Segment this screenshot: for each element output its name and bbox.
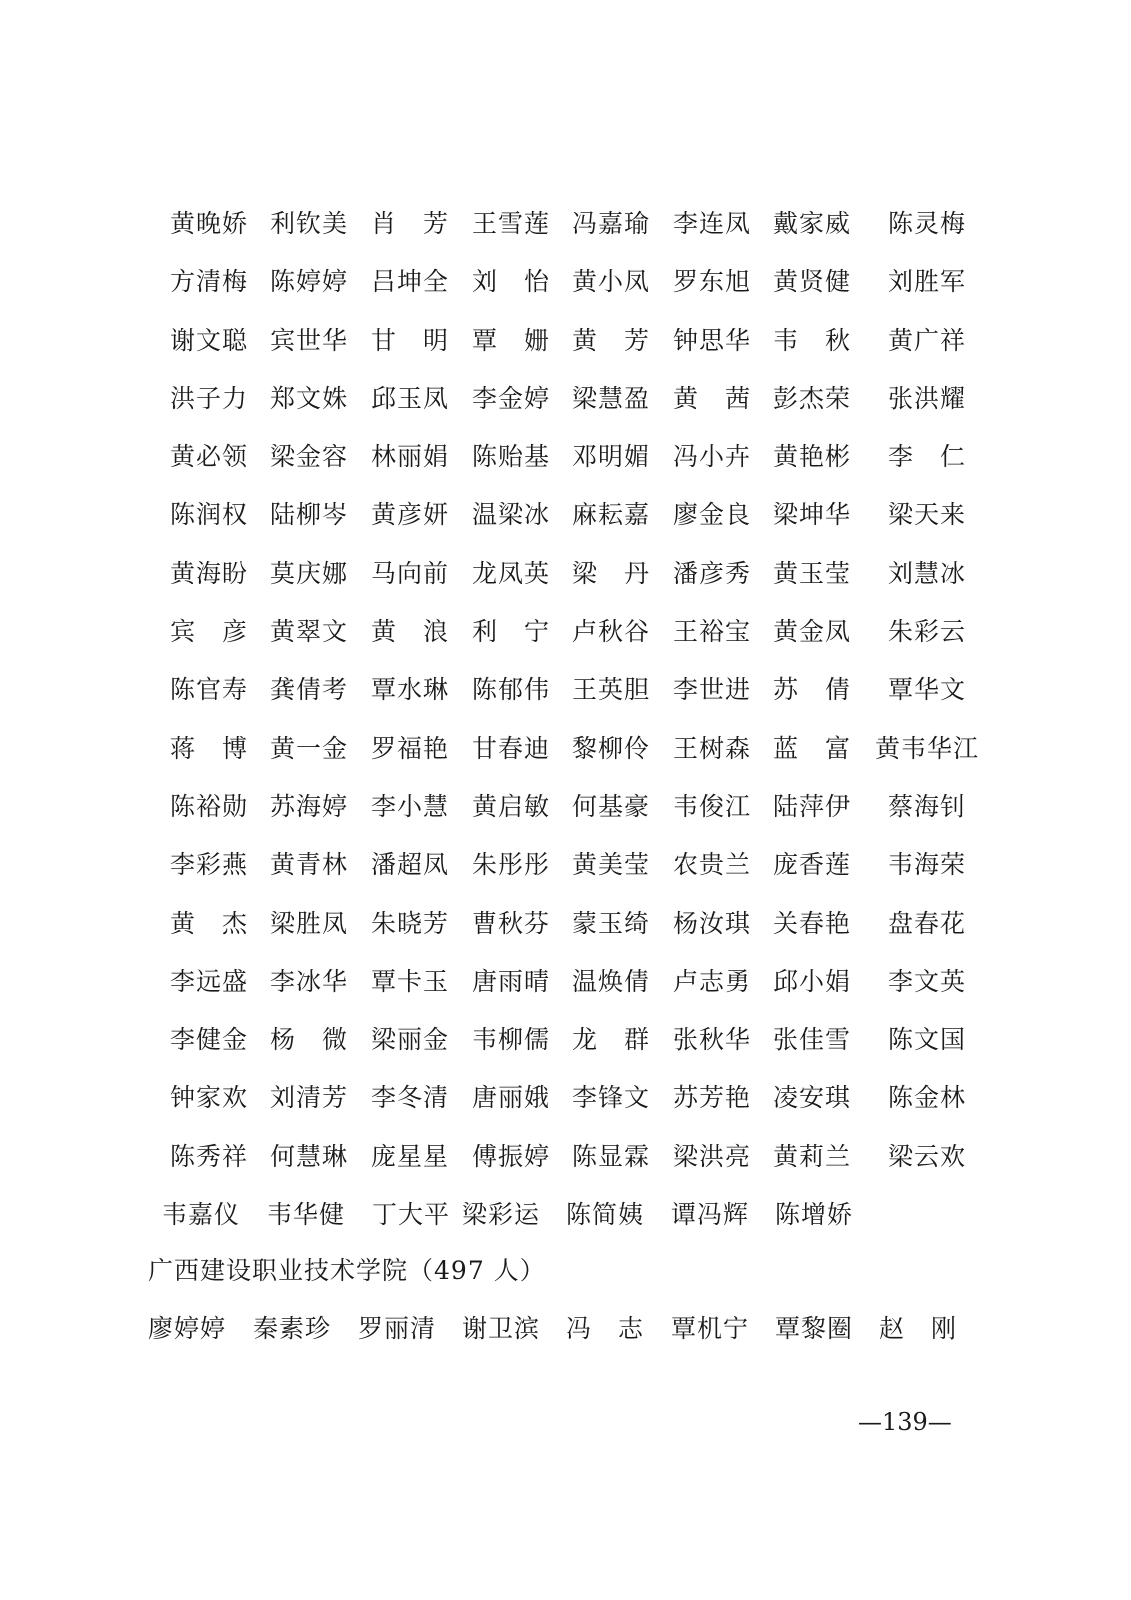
name-row xyxy=(170,379,990,437)
person-name: 戴家威 xyxy=(773,209,852,238)
person-name: 陈增娇 xyxy=(775,1200,854,1230)
person-name: 李金婷 xyxy=(472,383,551,413)
person-name: 陈显霖 xyxy=(572,1141,651,1171)
person-name: 李 仁 xyxy=(888,442,967,472)
name-row xyxy=(170,787,990,845)
person-name: 卢秋谷 xyxy=(572,617,651,647)
name-row xyxy=(170,845,990,903)
person-name: 梁洪亮 xyxy=(673,1141,752,1171)
person-name: 黄启敏 xyxy=(472,791,551,821)
name-row xyxy=(170,321,990,379)
person-name: 谭冯辉 xyxy=(671,1200,750,1230)
person-name: 蒋 博 xyxy=(170,733,249,763)
person-name: 黄金凤 xyxy=(773,617,852,647)
person-name: 彭杰荣 xyxy=(773,383,852,413)
person-name: 韦 秋 xyxy=(773,325,852,355)
person-name: 蓝 富 xyxy=(773,733,852,763)
person-name: 冯 志 xyxy=(566,1314,645,1343)
person-name: 潘超凤 xyxy=(371,850,450,880)
person-name: 陈灵梅 xyxy=(888,209,967,238)
person-name: 陈简姨 xyxy=(566,1200,645,1230)
person-name: 王裕宝 xyxy=(673,617,752,647)
person-name: 庞香莲 xyxy=(773,850,852,880)
person-name: 宾世华 xyxy=(270,325,349,355)
person-name: 韦嘉仪 xyxy=(162,1200,241,1230)
name-row xyxy=(170,729,990,787)
person-name: 梁金容 xyxy=(270,442,349,472)
person-name: 梁坤华 xyxy=(773,500,852,530)
person-name: 莫庆娜 xyxy=(270,558,349,588)
person-name: 钟家欢 xyxy=(170,1083,249,1113)
person-name: 梁天来 xyxy=(888,500,967,530)
person-name: 李远盛 xyxy=(170,966,249,996)
name-row xyxy=(170,495,990,553)
person-name: 陈文国 xyxy=(888,1025,967,1055)
person-name: 黄晚娇 xyxy=(170,209,249,238)
next-section-name-row xyxy=(148,1309,1008,1349)
person-name: 梁慧盈 xyxy=(572,383,651,413)
person-name: 邓明媚 xyxy=(572,442,651,472)
person-name: 黄广祥 xyxy=(888,325,967,355)
person-name: 刘慧冰 xyxy=(888,558,967,588)
person-name: 唐雨晴 xyxy=(472,966,551,996)
person-name: 黄小凤 xyxy=(572,267,651,297)
person-name: 梁云欢 xyxy=(888,1141,967,1171)
person-name: 冯小卉 xyxy=(673,442,752,472)
person-name: 邱玉凤 xyxy=(371,383,450,413)
person-name: 韦俊江 xyxy=(673,791,752,821)
name-row xyxy=(170,204,990,262)
person-name: 李小慧 xyxy=(371,791,450,821)
person-name: 刘胜军 xyxy=(888,267,967,297)
person-name: 陈金林 xyxy=(888,1083,967,1113)
name-row xyxy=(170,670,990,728)
person-name: 苏海婷 xyxy=(270,791,349,821)
person-name: 李冬清 xyxy=(371,1083,450,1113)
page-number: —139— xyxy=(858,1408,952,1436)
person-name: 黄一金 xyxy=(270,733,349,763)
person-name: 罗东旭 xyxy=(673,267,752,297)
person-name: 庞星星 xyxy=(371,1141,450,1171)
person-name: 李文英 xyxy=(888,966,967,996)
person-name: 龚倩考 xyxy=(270,675,349,705)
person-name: 潘彦秀 xyxy=(673,558,752,588)
person-name: 凌安琪 xyxy=(773,1083,852,1113)
person-name: 黄必领 xyxy=(170,442,249,472)
person-name: 朱彩云 xyxy=(888,617,967,647)
person-name: 梁胜凤 xyxy=(270,908,349,938)
person-name: 陆萍伊 xyxy=(773,791,852,821)
person-name: 陈官寿 xyxy=(170,675,249,705)
person-name: 黄青林 xyxy=(270,850,349,880)
person-name: 利钦美 xyxy=(270,209,349,238)
person-name: 蒙玉绮 xyxy=(572,908,651,938)
person-name: 赵 刚 xyxy=(879,1314,958,1343)
name-row xyxy=(170,554,990,612)
person-name: 王树森 xyxy=(673,733,752,763)
person-name: 朱彤彤 xyxy=(472,850,551,880)
person-name: 覃华文 xyxy=(888,675,967,705)
person-name: 郑文姝 xyxy=(270,383,349,413)
person-name: 陈润权 xyxy=(170,500,249,530)
person-name: 钟思华 xyxy=(673,325,752,355)
person-name: 吕坤全 xyxy=(371,267,450,297)
person-name: 麻耘嘉 xyxy=(572,500,651,530)
person-name: 杨汝琪 xyxy=(673,908,752,938)
name-row xyxy=(170,262,990,320)
person-name: 谢文聪 xyxy=(170,325,249,355)
person-name: 林丽娟 xyxy=(371,442,450,472)
person-name: 黄艳彬 xyxy=(773,442,852,472)
person-name: 陆柳岑 xyxy=(270,500,349,530)
person-name: 黄莉兰 xyxy=(773,1141,852,1171)
person-name: 韦华健 xyxy=(267,1200,346,1230)
person-name: 罗福艳 xyxy=(371,733,450,763)
person-name: 龙 群 xyxy=(572,1025,651,1055)
person-name: 陈裕勋 xyxy=(170,791,249,821)
person-name: 马向前 xyxy=(371,558,450,588)
person-name: 李世进 xyxy=(673,675,752,705)
person-name: 黄彦妍 xyxy=(371,500,450,530)
person-name: 覃机宁 xyxy=(671,1314,750,1343)
person-name: 谢卫滨 xyxy=(462,1314,541,1343)
name-list xyxy=(162,204,990,1253)
person-name: 傅振婷 xyxy=(472,1141,551,1171)
person-name: 黄 浪 xyxy=(371,617,450,647)
person-name: 蔡海钊 xyxy=(888,791,967,821)
person-name: 何基豪 xyxy=(572,791,651,821)
person-name: 黄翠文 xyxy=(270,617,349,647)
person-name: 覃水琳 xyxy=(371,675,450,705)
person-name: 温梁冰 xyxy=(472,500,551,530)
person-name: 李健金 xyxy=(170,1025,249,1055)
person-name: 卢志勇 xyxy=(673,966,752,996)
name-row xyxy=(170,437,990,495)
person-name: 黎柳伶 xyxy=(572,733,651,763)
person-name: 梁彩运 xyxy=(462,1200,541,1230)
person-name: 李冰华 xyxy=(270,966,349,996)
person-name: 黄美莹 xyxy=(572,850,651,880)
person-name: 何慧琳 xyxy=(270,1141,349,1171)
person-name: 秦素珍 xyxy=(253,1314,332,1343)
person-name: 黄海盼 xyxy=(170,558,249,588)
person-name: 农贵兰 xyxy=(673,850,752,880)
person-name: 冯嘉瑜 xyxy=(572,209,651,238)
person-name: 廖金良 xyxy=(673,500,752,530)
person-name: 龙凤英 xyxy=(472,558,551,588)
person-name: 韦柳儒 xyxy=(472,1025,551,1055)
person-name: 覃黎圈 xyxy=(775,1314,854,1343)
person-name: 罗丽清 xyxy=(358,1314,437,1343)
person-name: 黄玉莹 xyxy=(773,558,852,588)
person-name: 关春艳 xyxy=(773,908,852,938)
name-row xyxy=(170,1020,990,1078)
person-name: 张洪耀 xyxy=(888,383,967,413)
person-name: 李锋文 xyxy=(572,1083,651,1113)
person-name: 梁丽金 xyxy=(371,1025,450,1055)
person-name: 覃卡玉 xyxy=(371,966,450,996)
person-name: 梁 丹 xyxy=(572,558,651,588)
name-row xyxy=(170,612,990,670)
person-name: 刘 怡 xyxy=(472,267,551,297)
person-name: 黄贤健 xyxy=(773,267,852,297)
person-name: 张佳雪 xyxy=(773,1025,852,1055)
person-name: 丁大平 xyxy=(372,1200,451,1230)
person-name: 利 宁 xyxy=(472,617,551,647)
person-name: 肖 芳 xyxy=(371,209,450,238)
person-name: 陈贻基 xyxy=(472,442,551,472)
person-name: 苏芳艳 xyxy=(673,1083,752,1113)
person-name: 陈郁伟 xyxy=(472,675,551,705)
person-name: 甘 明 xyxy=(371,325,450,355)
section-heading: 广西建设职业技术学院（497 人） xyxy=(148,1256,546,1285)
person-name: 曹秋芬 xyxy=(472,908,551,938)
name-row xyxy=(170,1078,990,1136)
person-name: 朱晓芳 xyxy=(371,908,450,938)
person-name: 王雪莲 xyxy=(472,209,551,238)
person-name: 黄 芳 xyxy=(572,325,651,355)
person-name: 韦海荣 xyxy=(888,850,967,880)
person-name: 方清梅 xyxy=(170,267,249,297)
person-name: 陈婷婷 xyxy=(270,267,349,297)
person-name: 覃 姗 xyxy=(472,325,551,355)
person-name: 黄 杰 xyxy=(170,908,249,938)
person-name: 李彩燕 xyxy=(170,850,249,880)
person-name: 甘春迪 xyxy=(472,733,551,763)
name-row xyxy=(170,904,990,962)
person-name: 苏 倩 xyxy=(773,675,852,705)
person-name: 刘清芳 xyxy=(270,1083,349,1113)
person-name: 盘春花 xyxy=(888,908,967,938)
person-name: 温焕倩 xyxy=(572,966,651,996)
person-name: 邱小娟 xyxy=(773,966,852,996)
person-name: 张秋华 xyxy=(673,1025,752,1055)
person-name: 陈秀祥 xyxy=(170,1141,249,1171)
person-name: 洪子力 xyxy=(170,383,249,413)
person-name: 黄 茜 xyxy=(673,383,752,413)
name-row xyxy=(162,1195,982,1253)
person-name: 廖婷婷 xyxy=(148,1314,227,1343)
person-name: 宾 彦 xyxy=(170,617,249,647)
person-name: 李连凤 xyxy=(673,209,752,238)
person-name: 杨 微 xyxy=(270,1025,349,1055)
person-name: 唐丽娥 xyxy=(472,1083,551,1113)
name-row xyxy=(170,962,990,1020)
person-name: 王英胆 xyxy=(572,675,651,705)
name-row xyxy=(170,1137,990,1195)
person-name: 黄韦华江 xyxy=(875,733,980,763)
